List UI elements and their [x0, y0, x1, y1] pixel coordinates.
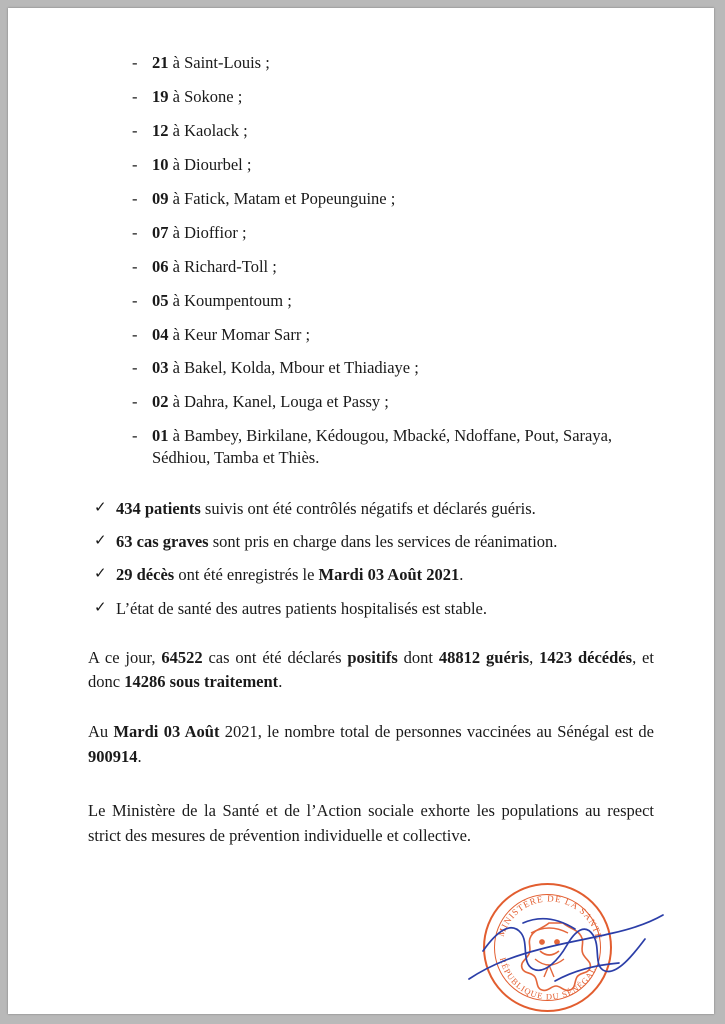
case-count: 21: [152, 53, 169, 72]
case-count: 12: [152, 120, 169, 140]
vaccin-date: Mardi 03 Août: [113, 722, 220, 742]
list-item: [66, 391, 656, 412]
recovered-text: suivis ont été contrôlés négatifs et déclarés guéris.: [200, 499, 536, 519]
appeal-paragraph: Le Ministère de la Santé et de l’Action sociale exhorte les populations au respect strict des mesures de prévention individuelle et collective.: [88, 801, 654, 845]
vaccin-text-3: .: [137, 746, 142, 766]
case-location: à Dioffior ;: [168, 222, 247, 242]
list-text: [152, 52, 656, 73]
list-item: [66, 290, 656, 311]
list-dash: -: [132, 222, 138, 242]
cumul-text-3: dont: [397, 647, 439, 667]
list-text: [152, 86, 656, 107]
list-item: [66, 324, 656, 345]
list-dash: -: [132, 324, 138, 344]
deaths-count: 29 décès: [116, 565, 175, 585]
severe-count: 63 cas graves: [116, 532, 209, 552]
check-icon: ✓: [94, 566, 107, 583]
case-count: 01: [152, 426, 169, 446]
list-dash: -: [132, 426, 138, 446]
case-count: 19: [152, 86, 169, 106]
case-location: à Bakel, Kolda, Mbour et Thiadiaye ;: [168, 358, 419, 378]
case-location: à Kaolack ;: [168, 120, 248, 140]
list-item: [66, 357, 656, 378]
svg-text:RÉPUBLIQUE DU SÉNÉGAL: RÉPUBLIQUE DU SÉNÉGAL: [497, 956, 599, 1002]
list-text: [152, 357, 656, 378]
list-item: [66, 498, 656, 520]
deaths-date: Mardi 03 Août 2021: [318, 565, 460, 585]
case-count: 10: [152, 154, 169, 174]
case-location: à Diourbel ;: [168, 154, 252, 174]
list-text: [116, 531, 656, 553]
list-text: [116, 598, 656, 620]
list-item: [66, 598, 656, 620]
list-text: [152, 391, 656, 412]
positive-label: positifs: [347, 647, 398, 667]
svg-text:MINISTÈRE DE LA SANTÉ: MINISTÈRE DE LA SANTÉ: [495, 893, 605, 941]
list-item: [66, 564, 656, 586]
list-text: [116, 564, 656, 586]
list-item: [66, 52, 656, 73]
list-text: [152, 290, 656, 311]
list-dash: -: [132, 53, 138, 72]
total-deaths: 1423 décédés: [539, 647, 633, 667]
recovered-count: 434 patients: [116, 499, 201, 519]
total-under-treatment: 14286 sous traitement: [124, 672, 279, 692]
vaccinated-total: 900914: [88, 746, 138, 766]
case-location: à Keur Momar Sarr ;: [168, 324, 311, 344]
cumul-text-4: ,: [529, 647, 540, 667]
summary-check-list: [66, 498, 656, 619]
list-dash: -: [132, 392, 138, 412]
list-item: [66, 86, 656, 107]
case-location: à Koumpentoum ;: [168, 290, 292, 310]
document-page: [8, 8, 714, 1014]
case-count: 03: [152, 358, 169, 378]
case-count: 02: [152, 392, 169, 412]
list-text: [152, 256, 656, 277]
list-item: [66, 188, 656, 209]
list-text: [116, 498, 656, 520]
list-text: [152, 120, 656, 141]
deaths-text: ont été enregistrés le: [174, 565, 319, 585]
list-dash: -: [132, 120, 138, 140]
cumul-text-1: A ce jour,: [88, 647, 162, 667]
list-text: [152, 324, 656, 345]
list-dash: -: [132, 358, 138, 378]
list-text: [152, 222, 656, 243]
cumul-text-6: .: [278, 672, 283, 692]
vaccin-text-1: Au: [88, 722, 114, 742]
vaccination-paragraph: [66, 720, 654, 769]
list-text: [152, 154, 656, 175]
list-item: [66, 256, 656, 277]
list-item: [66, 531, 656, 553]
cumulative-paragraph: [66, 646, 654, 695]
case-count: 06: [152, 256, 169, 276]
case-count: 09: [152, 188, 169, 208]
total-cases: 64522: [161, 647, 203, 667]
severe-text: sont pris en charge dans les services de réanimation.: [208, 532, 558, 552]
check-icon: ✓: [94, 500, 107, 517]
city-case-list: [66, 52, 656, 468]
total-recovered: 48812 guéris: [438, 647, 530, 667]
case-location: à Bambey, Birkilane, Kédougou, Mbacké, Ndoffane, Pout, Saraya, Sédhiou, Tamba et Thiès.: [152, 426, 613, 467]
case-count: 04: [152, 324, 169, 344]
vaccin-text-2: 2021, le nombre total de personnes vaccinées au Sénégal est de: [219, 722, 654, 742]
list-dash: -: [132, 256, 138, 276]
check-icon: ✓: [94, 599, 107, 616]
list-dash: -: [132, 86, 138, 106]
case-count: 05: [152, 290, 169, 310]
case-location: à Saint-Louis ;: [168, 53, 270, 72]
official-stamp: [483, 883, 612, 1012]
case-location: à Dahra, Kanel, Louga et Passy ;: [168, 392, 389, 412]
stamp-and-signature: [463, 881, 683, 1014]
document-content: [8, 8, 714, 848]
cumul-text-5: , et donc: [88, 647, 654, 692]
list-item: [66, 120, 656, 141]
case-count: 07: [152, 222, 169, 242]
deaths-text-end: .: [459, 565, 464, 585]
case-location: à Richard-Toll ;: [168, 256, 277, 276]
list-dash: -: [132, 154, 138, 174]
stable-text: L’état de santé des autres patients hospitalisés est stable.: [116, 598, 488, 618]
cumul-text-2: cas ont été déclarés: [202, 647, 348, 667]
list-item: [66, 154, 656, 175]
list-item: [66, 425, 656, 468]
list-dash: -: [132, 188, 138, 208]
stamp-graphic: [485, 885, 614, 1014]
case-location: à Fatick, Matam et Popeunguine ;: [168, 188, 396, 208]
list-item: [66, 222, 656, 243]
list-dash: -: [132, 290, 138, 310]
case-location: à Sokone ;: [168, 86, 243, 106]
list-text: [152, 188, 656, 209]
list-text: [152, 425, 656, 468]
check-icon: ✓: [94, 533, 107, 550]
